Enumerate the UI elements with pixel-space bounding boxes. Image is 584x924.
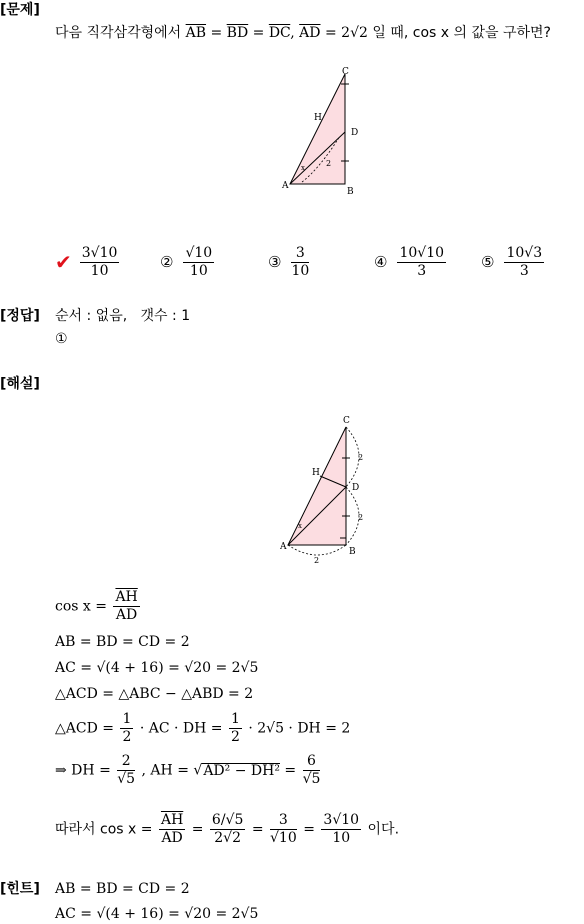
answer-meta: 순서 : 없음, 갯수 : 1 — [55, 308, 191, 324]
choice-number-icon: ③ — [268, 253, 282, 271]
label-c: C — [343, 416, 350, 426]
answer-value: ① — [55, 331, 68, 347]
solution-line-3: AC = √(4 + 16) = √20 = 2√5 — [55, 660, 259, 676]
problem-text: 다음 직각삼각형에서 $\overline{AB} = \overline{BD} = \overline{DC}$, $\overline{AD} = 2√2$ 일 때, cos x 의 값을 구하면? — [55, 25, 551, 41]
label-d: D — [351, 128, 359, 138]
label-x: x — [301, 164, 305, 172]
label-c: C — [342, 67, 349, 77]
label-x: x — [298, 522, 302, 530]
label-h: H — [314, 113, 322, 123]
choice-number-icon: ② — [160, 253, 174, 271]
choice-1[interactable]: ✔ $\frac{3√10}{10}$ — [55, 244, 118, 279]
label-d: D — [352, 483, 360, 493]
label-two-upper: 2 — [358, 453, 364, 462]
correct-check-icon: ✔ — [55, 250, 72, 274]
solution-line-2: AB = BD = CD = 2 — [55, 634, 190, 650]
choice-4[interactable]: ④ $\frac{10√10}{3}$ — [374, 244, 445, 279]
solution-line-7: 따라서 cos x = $\frac{\overline{AH}}{AD}$ = $\frac{6/√5}{2√2}$ = $\frac{3}{√10}$ = $\frac{3√10}{10}$ 이다. — [55, 812, 400, 846]
problem-label: [문제] — [0, 2, 40, 18]
hint-label: [힌트] — [0, 881, 40, 897]
solution-line-1: cos x = $\frac{\overline{AH}}{AD}$ — [55, 589, 138, 623]
explanation-figure — [280, 412, 380, 568]
label-two: 2 — [326, 159, 332, 168]
label-a: A — [280, 542, 287, 552]
label-b: B — [347, 187, 354, 197]
choice-number-icon: ④ — [374, 253, 388, 271]
triangle-abc — [288, 427, 346, 545]
solution-line-5: △ACD = $\frac{1}{2}$ · AC · DH = $\frac{1}{2}$ · 2√5 · DH = 2 — [55, 711, 351, 745]
label-h: H — [312, 468, 320, 478]
label-b: B — [349, 547, 356, 557]
problem-figure — [280, 64, 370, 200]
choice-number-icon: ⑤ — [481, 253, 495, 271]
label-two-lower: 2 — [358, 513, 364, 522]
explanation-label: [해설] — [0, 376, 40, 392]
choice-5[interactable]: ⑤ $\frac{10√3}{3}$ — [481, 244, 543, 279]
choice-2[interactable]: ② $\frac{√10}{10}$ — [160, 244, 213, 279]
label-a: A — [282, 181, 289, 191]
answer-label: [정답] — [0, 308, 40, 324]
solution-line-6: ⇒ DH = $\frac{2}{√5}$ , AH = √AD² − DH² = $\frac{6}{√5}$ — [55, 753, 321, 787]
choice-3[interactable]: ③ $\frac{3}{10}$ — [268, 244, 310, 279]
label-two-bottom: 2 — [314, 556, 320, 565]
hint-line-2: AC = √(4 + 16) = √20 = 2√5 — [55, 906, 259, 922]
solution-line-4: △ACD = △ABC − △ABD = 2 — [55, 686, 254, 702]
hint-line-1: AB = BD = CD = 2 — [55, 881, 190, 897]
